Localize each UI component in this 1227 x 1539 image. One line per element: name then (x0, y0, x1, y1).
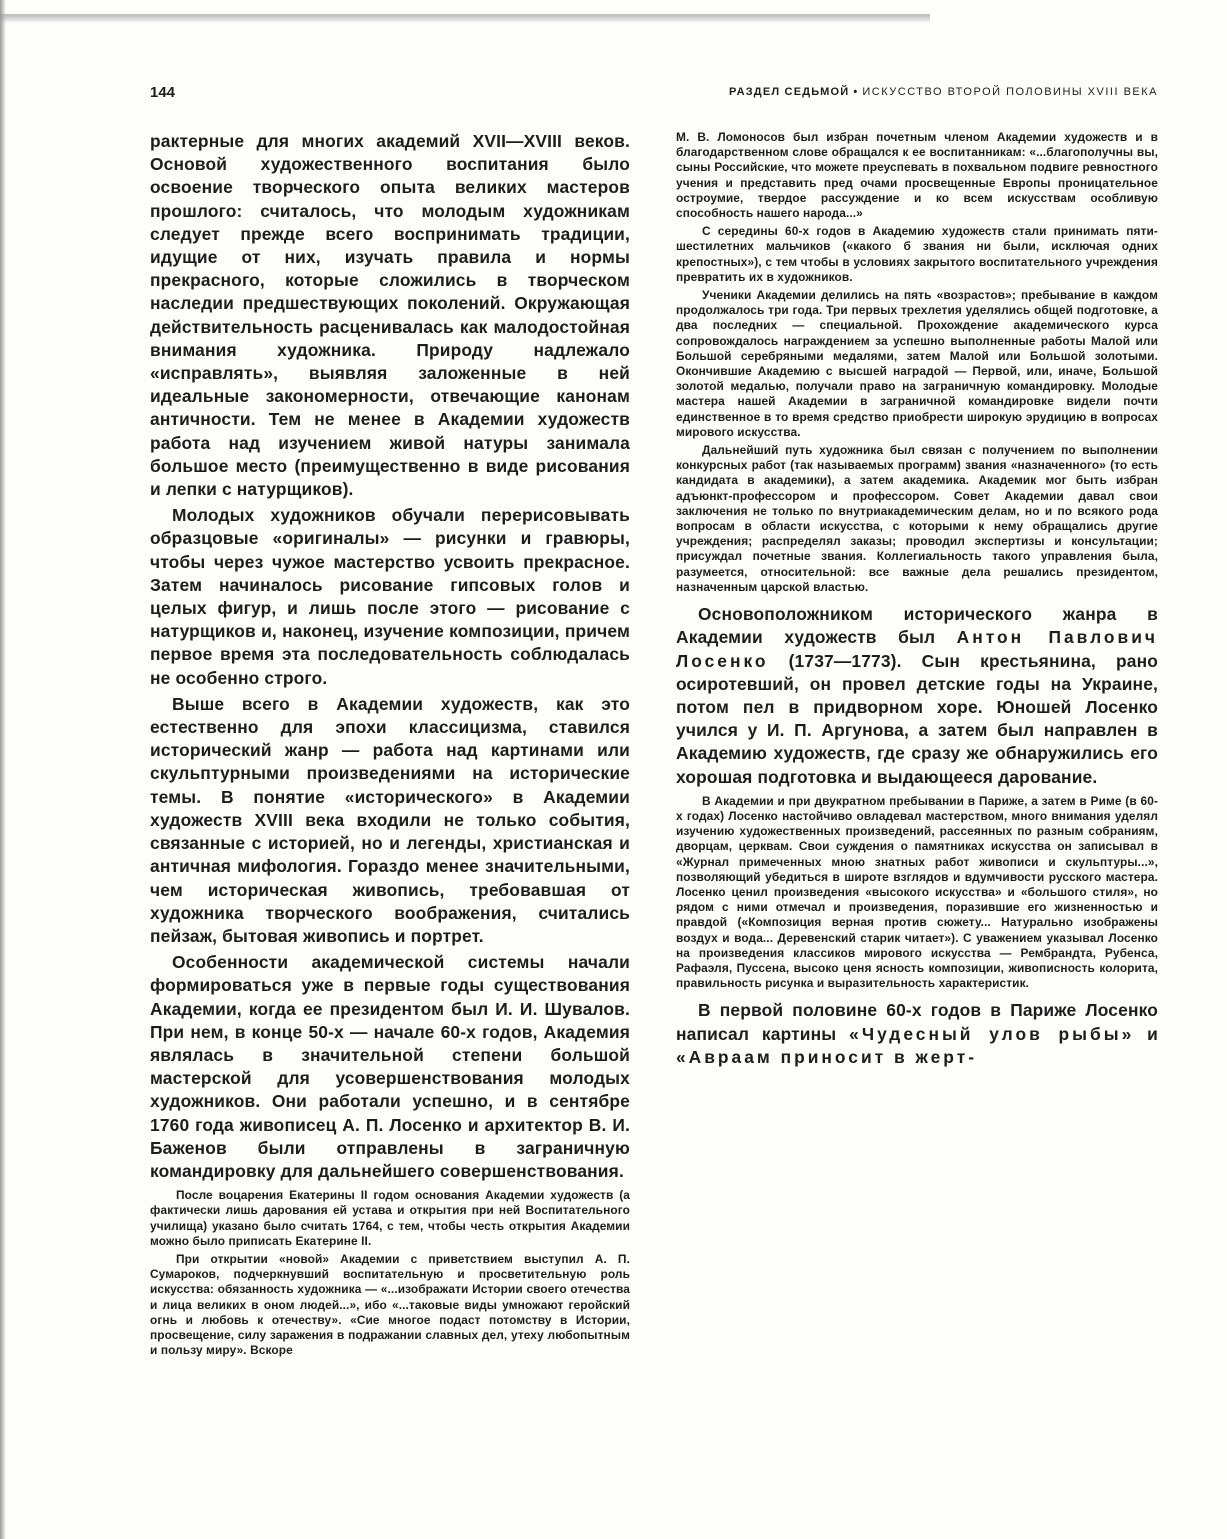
losenko-name: Антон Павлович Лосенко (676, 627, 1158, 671)
paragraph-career: Дальнейший путь художника был связан с получением по выполнении конкурсных работ (так называемых программ) звания «назначенного» (то есть кандидата в академики), а затем академика. Академик мог быть избран адъюнкт-профессором и профессором. Совет Академии давал свои заключения не только по внутриакадемическим делам, но и по всякого рода вопросам в области искусства, с которыми к нему обращались другие учреждения; распределял заказы; проводил экспертизы и консультации; присуждал почетные звания. Коллегиальность такого управления была, разумеется, относительной: все важные дела решались президентом, назначенным царской властью. (676, 443, 1158, 594)
paragraph-catherine: После воцарения Екатерины II годом основания Академии художеств (а фактически лишь дарования ей устава и открытия при ней Воспитательного училища) указано было считать 1764, с тем, чтобы честь открытия Академии можно было приписать Екатерине II. (150, 1188, 630, 1248)
paragraph-paris-paintings (676, 999, 1158, 1069)
paragraph-losenko-study: В Академии и при двукратном пребывании в Париже, а затем в Риме (в 60-х годах) Лосенко настойчиво овладевал мастерством, много внимания уделял изучению художественных произведений, рассеянных по разным собраниям, дворцам, церквам. Свои суждения о памятниках искусства он записывал в «Журнал примеченных мною знатных работ живописи и скульптуры...», позволяющий убедиться в широте взглядов и вдумчивости русского мастера. Лосенко ценил произведения «высокого искусства» и «большого стиля», но рядом с ними отмечал и произведения, поразившие его жизненностью и правдой («Композиция верная против сюжету... Натурально изображены воздух и вода... Деревенский старик читает»). С уважением указывал Лосенко на произведения классиков мирового искусства — Рембрандта, Рубенса, Рафаэля, Пуссена, высоко ценя ясность композиции, живописность колорита, правильность рисунка и выразительность характеристик. (676, 793, 1158, 991)
paragraph-admission: С середины 60-х годов в Академию художеств стали принимать пяти-шестилетних мальчиков («какого б звания ни были, исключая одних крепостных»), с тем чтобы в условиях закрытого воспитательного учреждения превратить их в художников. (676, 224, 1158, 284)
paragraph-sumarokov: При открытии «новой» Академии с приветствием выступил А. П. Сумароков, подчеркнувший воспитательную и просветительную роль искусства: обязанность художника — «...изображати Истории своего отечества и лица великих в оном людей...», ибо «...таковые виды умножают геройский огнь и любовь к отечеству». «Сие многое подаст потомству в Истории, просвещение, силу заражения в подражании славных дел, утеху любопытным и пользу миру». Вскоре (150, 1251, 630, 1358)
page-number: 144 (150, 84, 176, 101)
losenko-intro-rest: (1737—1773). Сын крестьянина, рано осиротевший, он провел детские годы на Украине, потом пел в придворном хоре. Юношей Лосенко учился у И. П. Аргунова, а затем был направлен в Академию художеств, где сразу же обнаружились его хорошая подготовка и выдающееся дарование. (676, 650, 1158, 787)
section-label: РАЗДЕЛ СЕДЬМОЙ (729, 86, 850, 98)
scan-shadow-left (0, 0, 6, 1539)
left-column (150, 130, 630, 1520)
painting-title-abraham: «Авраам приносит в жерт- (676, 1046, 978, 1067)
painting-title-miraculous-catch: «Чудесный улов рыбы» (849, 1023, 1135, 1044)
paragraph-lomonosov: М. В. Ломоносов был избран почетным членом Академии художеств и в благодарственном слове обращался к ее воспитанникам: «...благополучны вы, сыны Российские, что можете преуспевать в похвальном подвиге ревностного учения и представить пред очами просвещенные Европы проницательное остроумие, твердое рассуждение и ко всем искусствам особливую способность нашего народа...» (676, 130, 1158, 221)
right-column (676, 130, 1158, 1520)
paragraph-academic-system: Особенности академической системы начали формироваться уже в первые годы существования Академии, когда ее президентом был И. И. Шувалов. При нем, в конце 50-х — начале 60-х годов, Академия являлась в значительной степени большой мастерской для усовершенствования молодых художников. Они работали успешно, и в сентябре 1760 года живописец А. П. Лосенко и архитектор В. И. Баженов были отправлены в заграничную командировку для дальнейшего совершенствования. (150, 952, 630, 1181)
running-header (150, 84, 1158, 106)
paragraph-students: Ученики Академии делились на пять «возрастов»; пребывание в каждом продолжалось три года. Три первых трехлетия уделялись общей подготовке, а два последних — специальной. Прохождение академического курса сопровождалось награждением за успешно выполненные работы Малой или Большой серебряными медалями, затем Малой или Большой золотыми. Окончившие Академию с высшей наградой — Первой, или, иначе, Большой золотой медалью, получали право на заграничную командировку. Молодые мастера нашей Академии в заграничной командировке видели почти единственное в то время средство приобрести широкую эрудицию в вопросах мирового искусства. (676, 288, 1158, 439)
section-name: ИСКУССТВО ВТОРОЙ ПОЛОВИНЫ XVIII ВЕКА (862, 86, 1158, 98)
section-title (729, 86, 1158, 98)
paris-mid: и (1134, 1023, 1158, 1044)
section-separator: • (853, 86, 859, 98)
paragraph-young-artists: Молодых художников обучали перерисовывать образцовые «оригиналы» — рисунки и гравюры, чтобы через чужое мастерство усвоить прекрасное. Затем начиналось рисование гипсовых голов и целых фигур, и лишь после этого — рисование с натурщиков и, наконец, изучение композиции, причем первое время эта последовательность соблюдалась не особенно строго. (150, 505, 630, 688)
scan-shadow-top (0, 14, 930, 23)
paragraph-academies: рактерные для многих академий XVII—XVIII веков. Основой художественного воспитания было освоение творческого опыта великих мастеров прошлого: считалось, что молодым художникам следует прежде всего воспринимать традиции, идущие от них, изучать правила и нормы прекрасного, которые сложились в творческом наследии предшествующих поколений. Окружающая действительность расценивалась как малодостойная внимания художника. Природу надлежало «исправлять», выявляя заложенные в ней идеальные закономерности, отвечающие канонам античности. Тем не менее в Академии художеств работа над изучением живой натуры занимала большое место (преимущественно в виде рисования и лепки с натурщиков). (150, 131, 630, 500)
paris-start: В первой половине 60-х годов в Париже Лосенко написал картины (676, 1000, 1158, 1044)
paragraph-historical-genre: Выше всего в Академии художеств, как это естественно для эпохи классицизма, ставился исторический жанр — работа над картинами или скульптурными произведениями на исторические темы. В понятие «исторического» в Академии художеств XVIII века входили не только события, связанные с историей, но и легенды, христианская и античная мифология. Гораздо менее значительными, чем историческая живопись, требовавшая от художника творческого воображения, считались пейзаж, бытовая живопись и портрет. (150, 693, 630, 946)
losenko-intro-start: Основоположником исторического жанра в Академии художеств был (676, 604, 1158, 648)
paragraph-losenko-intro (676, 603, 1158, 789)
